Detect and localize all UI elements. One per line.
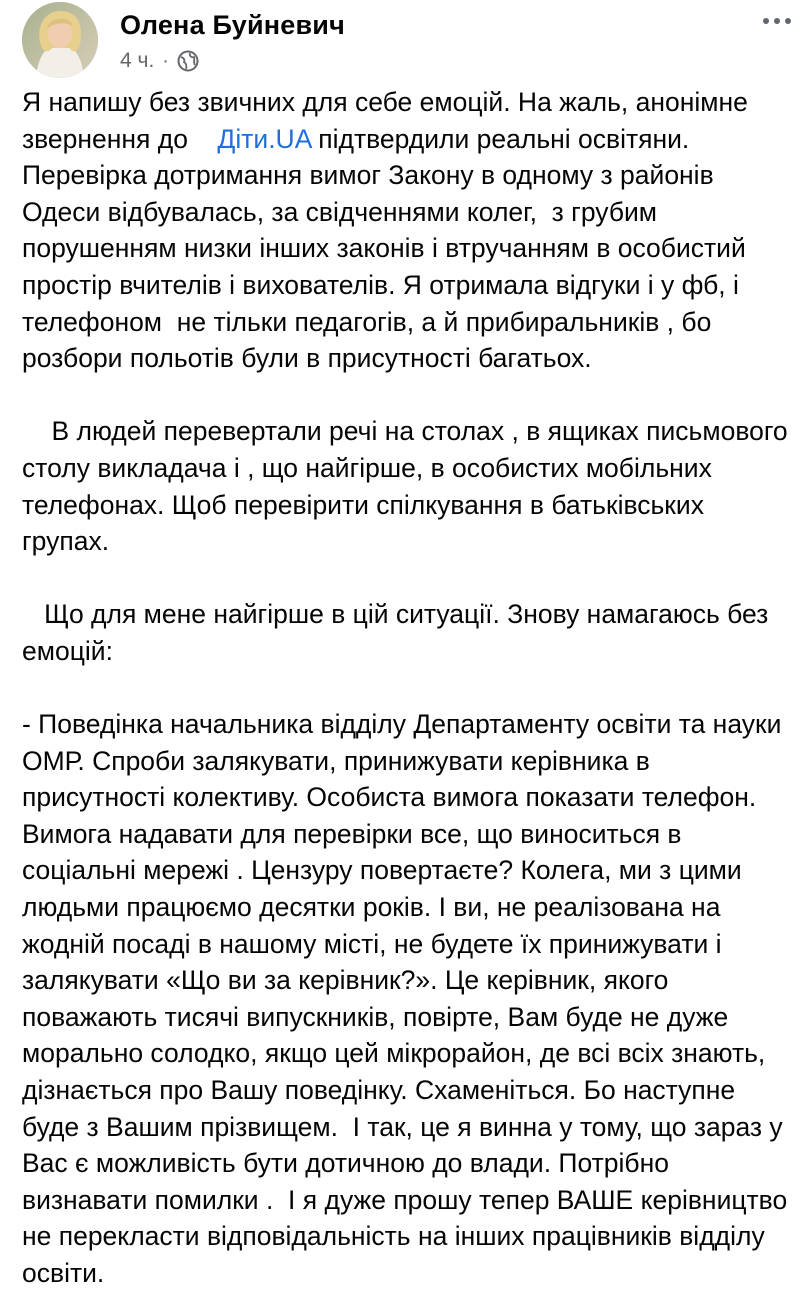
more-dot (785, 18, 791, 24)
post-header (22, 2, 802, 82)
paragraph-text: Я напишу без звичних для себе емоцій. На жаль, анонімне звернення до (22, 87, 756, 154)
post-meta (120, 48, 199, 74)
post-paragraph: Що для мене найгірше в цій ситуації. Знову намагаюсь без емоцій: (22, 599, 776, 666)
author-name[interactable]: Олена Буйневич (120, 10, 345, 40)
avatar-photo (22, 2, 98, 78)
paragraph-text: підтвердили реальні освітяни. Перевірка дотримання вимог Закону в одному з районів Одеси відбувалась, за свідченнями колег, з грубим порушенням низки інших законів і втручанням в особистий простір вчителів і вихователів. Я отримала відгуки і у фб, і телефоном не тільки педагогів, а й прибиральників , бо розбори польотів були в присутності багатьох. (22, 123, 754, 374)
meta-separator: · (162, 49, 169, 72)
globe-icon[interactable] (177, 50, 199, 72)
post-paragraph (22, 84, 797, 377)
post-paragraph: В людей перевертали речі на столах , в ящиках письмового столу викладача і , що найгірше, в особистих мобільних телефонах. Щоб перевірити спілкування в батьківських групах. (22, 416, 796, 557)
more-dot (763, 18, 769, 24)
more-horizontal-icon[interactable] (752, 6, 802, 36)
avatar[interactable] (22, 2, 98, 78)
post-body (22, 84, 797, 1292)
more-dot (774, 18, 780, 24)
post-paragraph: - Поведінка начальника відділу Департаменту освіти та науки ОМР. Спроби залякувати, принижувати керівника в присутності колективу. Особиста вимога показати телефон. Вимога надавати для перевірки все, що виноситься в соціальні мережі . Цензуру повертаєте? Колега, ми з цими людьми працюємо десятки років. І ви, не реалізована на жодній посаді в нашому місті, не будете їх принижувати і залякувати «Що ви за керівник?». Це керівник, якого поважають тисячі випускників, повірте, Вам буде не дуже морально солодко, якщо цей мікрорайон, де всі всіх знають, дізнається про Вашу поведінку. Схаменіться. Бо наступне буде з Вашим прізвищем. І так, це я винна у тому, що зараз у Вас є можливість бути дотичною до влади. Потрібно визнавати помилки . І я дуже прошу тепер ВАШЕ керівництво не перекласти відповідальність на інших працівників відділу освіти. (22, 709, 795, 1288)
page-link[interactable]: Діти.UA (217, 123, 311, 154)
post-time[interactable]: 4 ч. (120, 49, 155, 72)
